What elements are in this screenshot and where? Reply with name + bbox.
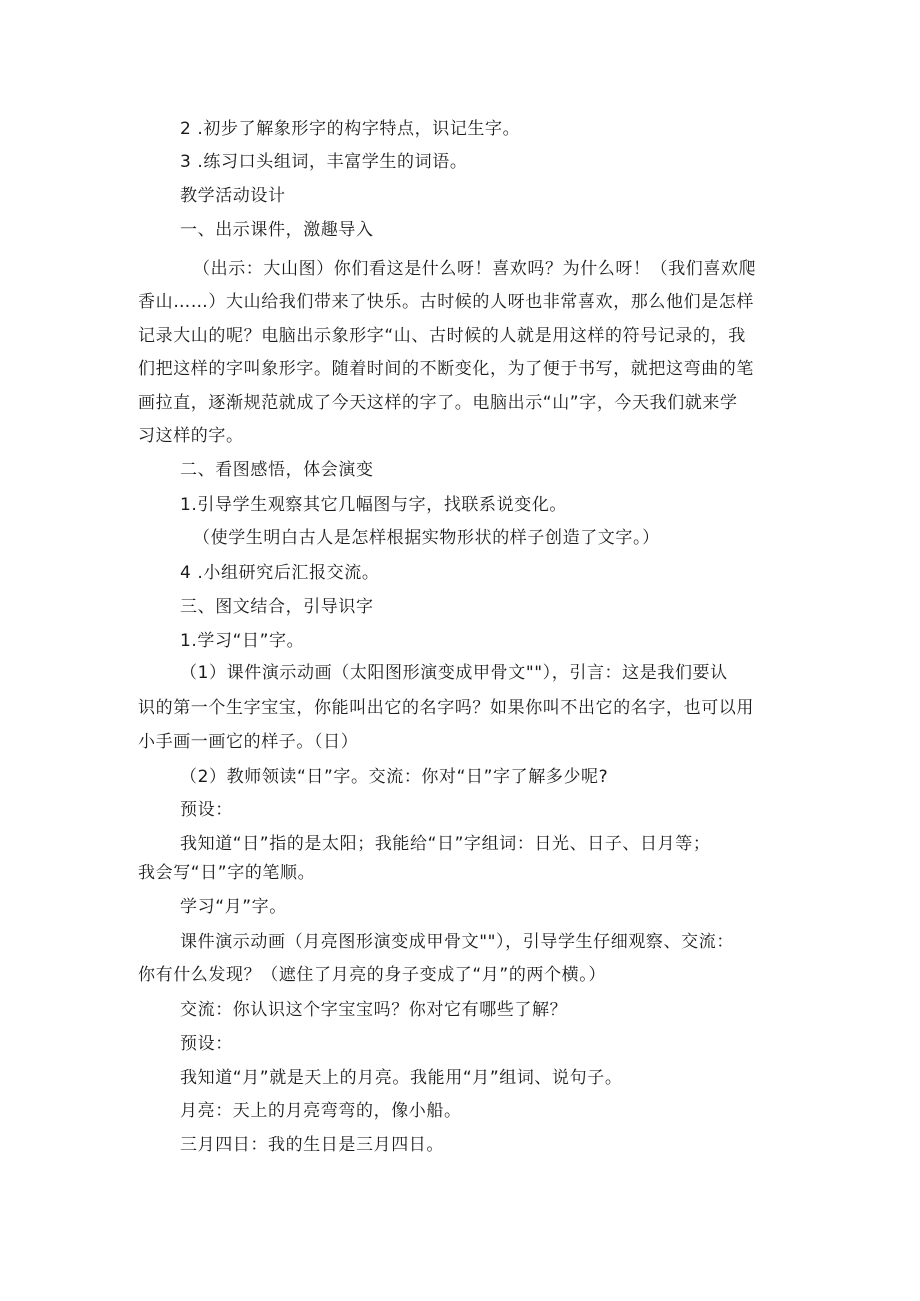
list-item: 1.引导学生观察其它几幅图与字，找联系说变化。: [180, 495, 568, 515]
paragraph-line: 识的第一个生字宝宝，你能叫出它的名字吗？如果你叫不出它的名字，也可以用: [138, 698, 754, 718]
list-item: 1.学习“日”字。: [180, 631, 305, 651]
paragraph-line: 三月四日：我的生日是三月四日。: [180, 1135, 444, 1155]
paragraph-line: 我知道“月”就是天上的月亮。我能用“月”组词、说句子。: [180, 1068, 623, 1088]
paragraph-line: 月亮：天上的月亮弯弯的，像小船。: [180, 1101, 462, 1121]
section-heading-2: 二、看图感悟，体会演变: [180, 460, 374, 480]
note-line: （使学生明白古人是怎样根据实物形状的样子创造了文字。）: [193, 528, 660, 548]
paragraph-line: 香山……）大山给我们带来了快乐。古时候的人呀也非常喜欢，那么他们是怎样: [138, 292, 754, 312]
paragraph-line: 习这样的字。: [138, 426, 244, 446]
paragraph-line: 小手画一画它的样子。（日）: [138, 732, 359, 752]
list-item: 4 .小组研究后汇报交流。: [180, 563, 380, 583]
paragraph-line: 你有什么发现？（遮住了月亮的身子变成了“月”的两个横。）: [138, 965, 606, 985]
section-heading-3: 三、图文结合，引导识字: [180, 597, 374, 617]
paragraph-line: 我会写“日”字的笔顺。: [138, 863, 316, 883]
objective-3: 3 .练习口头组词，丰富学生的词语。: [180, 152, 468, 172]
paragraph-line: 记录大山的呢？电脑出示象形字“山、古时候的人就是用这样的符号记录的，我: [138, 326, 746, 346]
label-line: 预设：: [180, 1034, 233, 1054]
section-heading-design: 教学活动设计: [180, 186, 286, 206]
paragraph-line: 画拉直，逐渐规范就成了今天这样的字了。电脑出示“山”字，今天我们就来学: [138, 393, 738, 413]
paragraph-line: 交流：你认识这个字宝宝吗？你对它有哪些了解？: [180, 1000, 568, 1020]
objective-2: 2 .初步了解象形字的构字特点，识记生字。: [180, 119, 521, 139]
paragraph-line: （1）课件演示动画（太阳图形演变成甲骨文""），引言：这是我们要认: [180, 663, 728, 683]
list-item: 学习“月”字。: [180, 897, 287, 917]
paragraph-line: 我知道“日”指的是太阳；我能给“日”字组词：日光、日子、日月等；: [180, 834, 711, 854]
paragraph-line: （2）教师领读“日”字。交流：你对“日”字了解多少呢?: [180, 767, 609, 787]
section-heading-1: 一、出示课件，激趣导入: [180, 220, 374, 240]
paragraph-line: （出示：大山图）你们看这是什么呀！喜欢吗？为什么呀！（我们喜欢爬: [193, 259, 757, 279]
paragraph-line: 们把这样的字叫象形字。随着时间的不断变化，为了便于书写，就把这弯曲的笔: [138, 359, 754, 379]
label-line: 预设：: [180, 800, 233, 820]
paragraph-line: 课件演示动画（月亮图形演变成甲骨文""），引导学生仔细观察、交流：: [180, 932, 734, 952]
